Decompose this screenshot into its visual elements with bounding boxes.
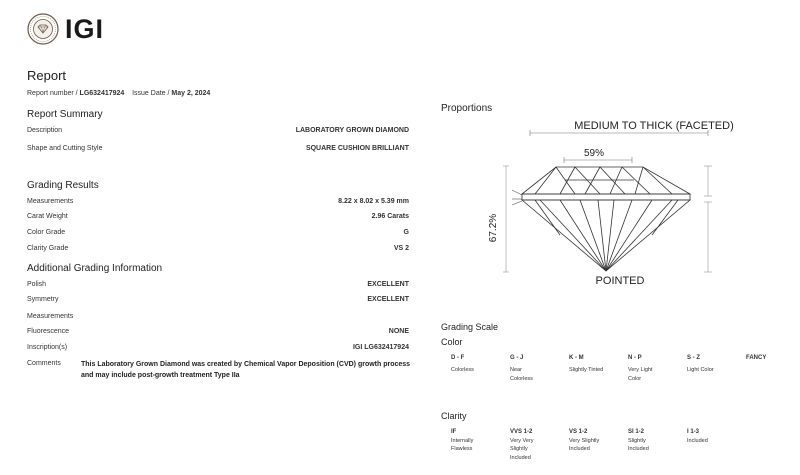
fluorescence-row [27,328,409,340]
proportions-heading: Proportions [441,103,493,114]
clarity-grade-value: VS 2 [393,245,409,252]
clarity-grade-row [27,245,409,257]
comments-label: Comments [27,360,61,367]
igi-logo [27,13,104,45]
issue-date-value: May 2, 2024 [171,90,211,97]
measurements-label: Measurements [27,198,74,205]
depth-percent-label: 67.2% [488,213,499,243]
additional-info-heading: Additional Grading Information [27,263,163,274]
inscription-label: Inscription(s) [27,344,68,351]
inscription-value: IGI LG632417924 [352,344,409,351]
color-grade-label: Color Grade [27,229,66,236]
polish-row [27,281,409,293]
comments-value: This Laboratory Grown Diamond was created by Chemical Vapor Deposition (CVD) growth process and may include post-growth treatment Type IIa [81,361,411,379]
additional-measurements-label: Measurements [27,313,74,320]
clarity-grade-label: Clarity Grade [27,245,69,252]
symmetry-row [27,296,409,308]
description-label: Description [27,127,63,134]
color-scale-heading: Color [441,337,463,347]
shape-row [27,145,409,157]
polish-value: EXCELLENT [367,281,409,288]
proportions-diagram [480,112,740,292]
clarity-scale-item: IF Internally Flawless [451,429,474,452]
polish-label: Polish [27,281,47,288]
clarity-scale-item: VS 1-2 Very Slightly Included [569,429,600,452]
report-meta [27,90,210,97]
color-scale-item: S - Z Light Color [687,355,714,373]
culet-label: POINTED [595,275,645,287]
carat-label: Carat Weight [27,213,68,220]
table-percent-label: 59% [583,148,605,159]
measurements-value: 8.22 x 8.02 x 5.39 mm [338,198,409,205]
report-title: Report [27,68,67,83]
clarity-scale-item: SI 1-2 Slightly Included [628,429,649,452]
color-scale-item: FANCY [746,355,767,361]
igi-seal-icon [27,13,59,45]
clarity-scale-item: I 1-3 Included [687,429,708,444]
issue-date-label: Issue Date / [132,90,170,97]
inscription-row [27,344,409,356]
grading-results-heading: Grading Results [27,180,99,191]
color-scale-item: G - J Near Colorless [510,355,533,382]
description-row [27,127,409,139]
report-number-value: LG632417924 [79,90,125,97]
report-summary-heading: Report Summary [27,109,103,120]
carat-value: 2.96 Carats [371,213,409,220]
additional-measurements-row [27,313,409,325]
color-scale-item: D - F Colorless [451,355,474,373]
color-grade-value: G [403,229,409,236]
clarity-scale-item: VVS 1-2 Very Very Slightly Included [510,429,534,461]
color-grade-row [27,229,409,241]
diamond-profile [522,167,690,271]
measurements-row [27,198,409,210]
shape-label: Shape and Cutting Style [27,145,103,152]
logo-text: IGI [65,13,105,44]
grading-scale-heading: Grading Scale [441,322,499,332]
report-number-label: Report number / [27,90,78,97]
clarity-scale-heading: Clarity [441,411,467,421]
carat-row [27,213,409,225]
description-value: LABORATORY GROWN DIAMOND [295,127,409,134]
color-scale-item: N - P Very Light Color [628,355,653,382]
shape-value: SQUARE CUSHION BRILLIANT [305,145,409,152]
fluorescence-label: Fluorescence [27,328,70,335]
fluorescence-value: NONE [388,328,409,335]
color-scale-item: K - M Slightly Tinted [569,355,604,373]
symmetry-value: EXCELLENT [367,296,409,303]
girdle-label: MEDIUM TO THICK (FACETED) [574,120,734,132]
symmetry-label: Symmetry [27,296,59,303]
